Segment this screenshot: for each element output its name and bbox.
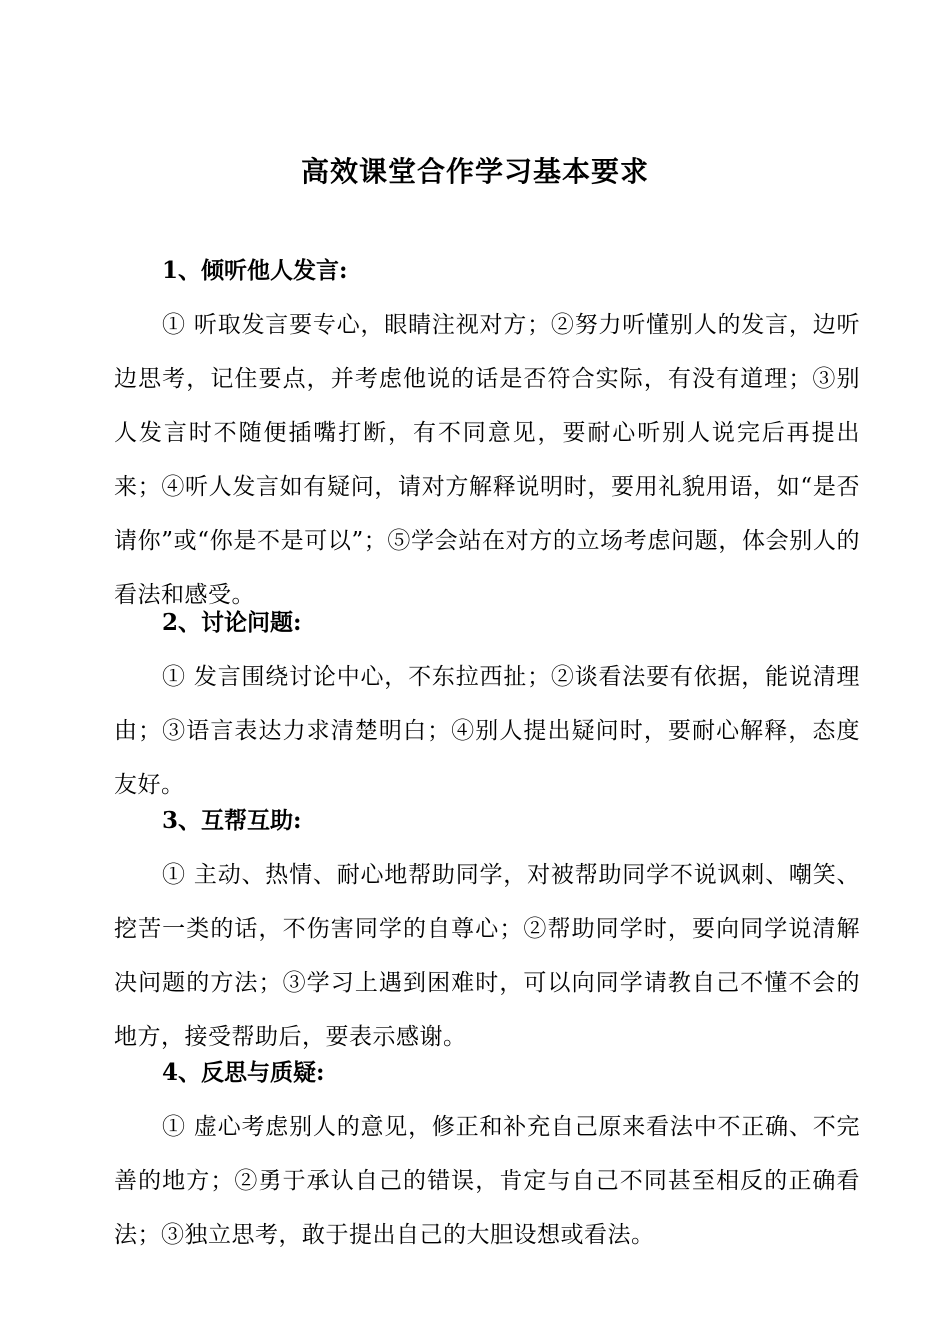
section-heading: 1、倾听他人发言:	[162, 257, 348, 284]
section-body: ① 发言围绕讨论中心，不东拉西扯；②谈看法要有依据，能说清理由；③语言表达力求清楚明白；④别人提出疑问时，要耐心解释，态度友好。	[114, 664, 860, 798]
section-body: ① 虚心考虑别人的意见，修正和补充自己原来看法中不正确、不完善的地方；②勇于承认自己的错误，肯定与自己不同甚至相反的正确看法；③独立思考，敢于提出自己的大胆设想或看法。	[114, 1114, 860, 1248]
section-listening	[114, 244, 860, 622]
section-heading: 4、反思与质疑:	[162, 1059, 325, 1086]
section-body: ① 听取发言要专心，眼睛注视对方；②努力听懂别人的发言，边听边思考，记住要点，并考虑他说的话是否符合实际，有没有道理；③别人发言时不随便插嘴打断，有不同意见，要耐心听别人说完后再提出来；④听人发言如有疑问，请对方解释说明时，要用礼貌用语，如“是否请你”或“你是不是可以”；⑤学会站在对方的立场考虑问题，体会别人的看法和感受。	[114, 312, 860, 608]
section-mutual-help	[114, 794, 860, 1064]
section-body: ① 主动、热情、耐心地帮助同学，对被帮助同学不说讽刺、嘲笑、挖苦一类的话，不伤害同学的自尊心；②帮助同学时，要向同学说清解决问题的方法；③学习上遇到困难时，可以向同学请教自己不懂不会的地方，接受帮助后，要表示感谢。	[114, 862, 860, 1050]
section-reflection	[114, 1046, 860, 1262]
section-heading: 2、讨论问题:	[162, 609, 302, 636]
section-discussion	[114, 596, 860, 812]
document-title: 高效课堂合作学习基本要求	[300, 155, 649, 188]
section-heading: 3、互帮互助:	[162, 807, 302, 834]
